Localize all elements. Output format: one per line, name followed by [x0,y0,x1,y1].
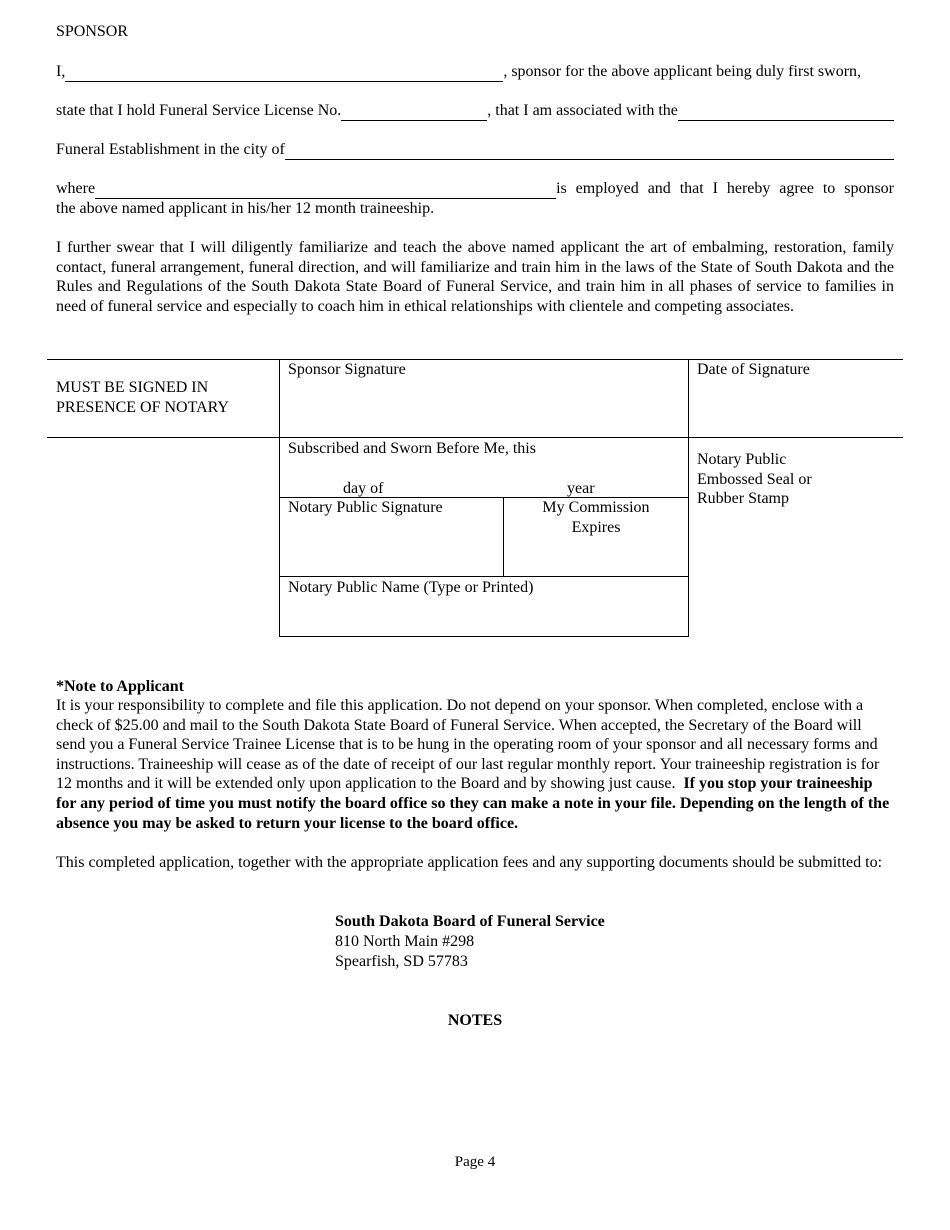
line1-suffix: , sponsor for the above applicant being duly first sworn, [503,63,862,80]
associated-with-field[interactable] [678,105,894,121]
commission-expires-label: My Commission Expires [542,499,650,536]
line2-text-b: , that I am associated with the [487,102,678,119]
note-body [56,696,894,833]
where-employed-field[interactable] [95,183,556,199]
note-title: *Note to Applicant [56,678,184,695]
notary-name-label: Notary Public Name (Type or Printed) [288,579,534,596]
table-left-divider [279,359,280,636]
address-org: South Dakota Board of Funeral Service [335,913,605,930]
note-bold-text: If you stop your traineeship for any period of time you must notify the board office so they can make a note in your file. Depending on the length of the absence you may be asked to return your license to the board office. [56,775,890,832]
notary-signature-label: Notary Public Signature [288,499,443,516]
table-right-divider [688,359,689,636]
city-field[interactable] [285,144,894,160]
subscribed-label: Subscribed and Sworn Before Me, this [288,440,536,457]
page-number: Page 4 [454,1154,496,1170]
sponsor-line-2 [56,101,894,121]
license-number-field[interactable] [341,105,487,121]
note-body-text: It is your responsibility to complete and file this application. Do not depend on your sponsor. When completed, enclose with a check of $25.00 and mail to the South Dakota State Board of Funeral Service. When accepted, the Secretary of the Board will send you a Funeral Service Trainee License that is to be hung in the operating room of your sponsor and all necessary forms and instructions. Traineeship will cease as of the date of receipt of our last regular monthly report. Your traineeship registration is for 12 months and it will be extended only upon application to the Board and by showing just cause. [56,697,880,793]
day-of-label: day of [343,480,384,497]
line4-text-a: where [56,180,96,197]
sponsor-heading: SPONSOR [56,23,129,40]
commission-divider [503,497,504,576]
line1-prefix: I, [56,63,66,80]
must-sign-label: MUST BE SIGNED IN PRESENCE OF NOTARY [56,379,229,416]
sponsor-line-1 [56,62,894,82]
submit-paragraph: This completed application, together with the appropriate application fees and any supporting documents should be submitted to: [56,854,883,871]
sponsor-name-field[interactable] [65,66,503,82]
date-of-signature-label: Date of Signature [697,361,810,378]
line3-text: Funeral Establishment in the city of [56,141,285,158]
notes-heading: NOTES [447,1012,503,1029]
table-mid-border [47,437,903,438]
sponsor-line-3 [56,140,894,160]
sponsor-line-5: the above named applicant in his/her 12 month traineeship. [56,200,435,217]
address-street: 810 North Main #298 [335,933,475,950]
address-city: Spearfish, SD 57783 [335,953,468,970]
table-bottom-border [279,636,689,637]
year-label: year [567,480,595,497]
line2-text-a: state that I hold Funeral Service License No. [56,102,342,119]
notary-sig-rule [279,576,689,577]
sponsor-line-4 [56,179,894,199]
seal-label: Notary Public Embossed Seal or Rubber Stamp [697,451,812,508]
oath-paragraph: I further swear that I will diligently familiarize and teach the above named applicant the art of embalming, restoration, family contact, funeral arrangement, funeral direction, and will familiarize and train him in the laws of the State of South Dakota and the Rules and Regulations of the South Dakota State Board of Funeral Service, and train him in all phases of service to families in need of funeral service and especially to coach him in ethical relationships with clientele and competing associates. [56,239,894,315]
sponsor-signature-label: Sponsor Signature [288,361,406,378]
line4-text-b: is employed and that I hereby agree to sponsor [556,180,894,197]
